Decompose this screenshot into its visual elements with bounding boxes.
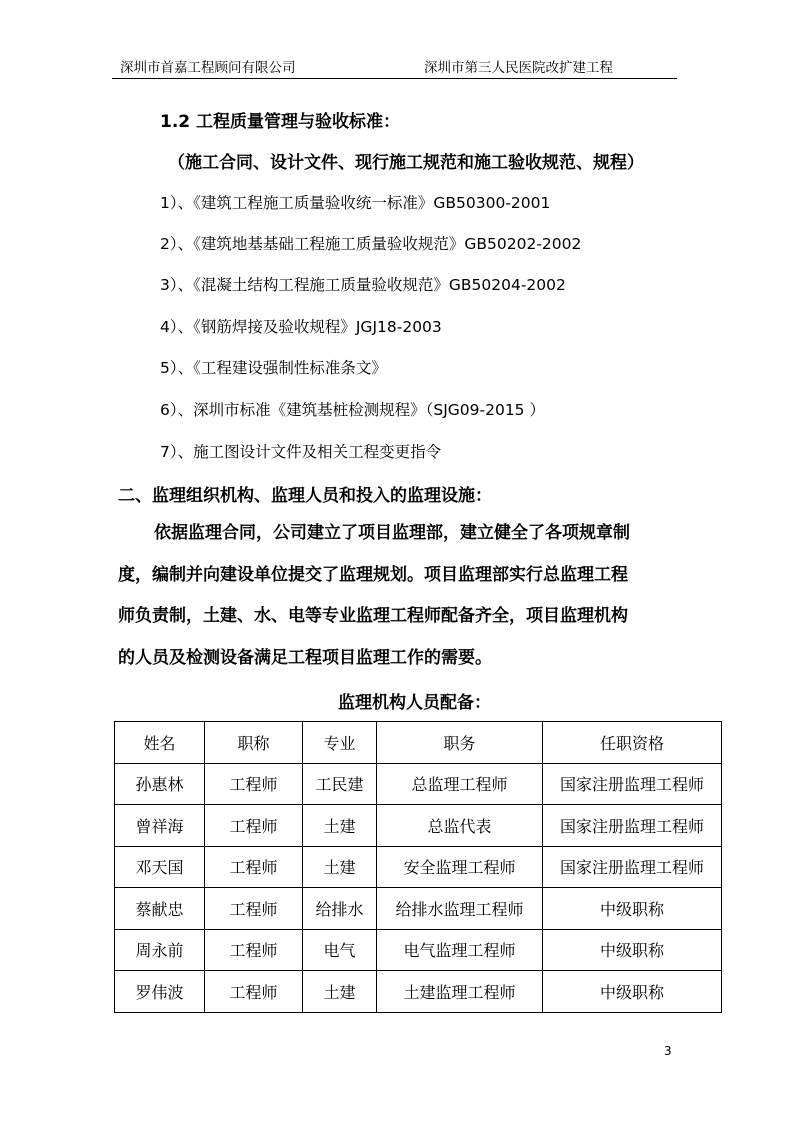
cell-position: 总监理工程师 <box>377 763 543 805</box>
standard-item: 3）、《混凝土结构工程施工质量验收规范》GB50204-2002 <box>160 276 566 294</box>
paragraph-line: 度，编制并向建设单位提交了监理规划。项目监理部实行总监理工程 <box>118 564 628 585</box>
cell-position: 安全监理工程师 <box>377 846 543 888</box>
cell-specialty: 土建 <box>303 846 377 888</box>
page-number: 3 <box>664 1044 672 1058</box>
cell-specialty: 工民建 <box>303 763 377 805</box>
cell-name: 罗伟波 <box>115 971 205 1013</box>
table-title: 监理机构人员配备： <box>338 693 491 713</box>
cell-title: 工程师 <box>205 929 303 971</box>
cell-qualification: 中级职称 <box>543 929 722 971</box>
cell-qualification: 国家注册监理工程师 <box>543 846 722 888</box>
staff-table <box>114 721 722 1013</box>
table-header-row <box>115 722 722 764</box>
table-row <box>115 846 722 888</box>
header-position: 职务 <box>377 722 543 764</box>
header-company: 深圳市首嘉工程顾问有限公司 <box>120 60 296 76</box>
standard-item: 4）、《钢筋焊接及验收规程》JGJ18-2003 <box>160 318 442 336</box>
cell-specialty: 土建 <box>303 971 377 1013</box>
cell-specialty: 土建 <box>303 805 377 847</box>
cell-name: 周永前 <box>115 929 205 971</box>
cell-title: 工程师 <box>205 971 303 1013</box>
cell-qualification: 国家注册监理工程师 <box>543 805 722 847</box>
header-title: 职称 <box>205 722 303 764</box>
cell-specialty: 电气 <box>303 929 377 971</box>
paragraph-line: 依据监理合同，公司建立了项目监理部，建立健全了各项规章制 <box>154 523 630 543</box>
section-1-2-subtitle: （施工合同、设计文件、现行施工规范和施工验收规范、规程） <box>168 153 644 173</box>
table-row <box>115 929 722 971</box>
cell-specialty: 给排水 <box>303 888 377 930</box>
section-2-paragraph <box>118 513 678 679</box>
cell-position: 总监代表 <box>377 805 543 847</box>
table-row <box>115 971 722 1013</box>
header-name: 姓名 <box>115 722 205 764</box>
cell-qualification: 国家注册监理工程师 <box>543 763 722 805</box>
cell-position: 电气监理工程师 <box>377 929 543 971</box>
standard-item: 2）、《建筑地基基础工程施工质量验收规范》GB50202-2002 <box>160 235 582 253</box>
cell-title: 工程师 <box>205 888 303 930</box>
section-1-2-title: 1.2 工程质量管理与验收标准： <box>160 112 401 132</box>
section-2-title: 二、监理组织机构、监理人员和投入的监理设施： <box>118 486 492 506</box>
cell-name: 蔡献忠 <box>115 888 205 930</box>
table-row <box>115 805 722 847</box>
paragraph-line: 师负责制，土建、水、电等专业监理工程师配备齐全，项目监理机构 <box>118 606 628 626</box>
cell-position: 给排水监理工程师 <box>377 888 543 930</box>
cell-title: 工程师 <box>205 805 303 847</box>
cell-name: 邓天国 <box>115 846 205 888</box>
standard-item: 1）、《建筑工程施工质量验收统一标准》GB50300-2001 <box>160 194 551 212</box>
standard-item: 7）、施工图设计文件及相关工程变更指令 <box>160 443 442 461</box>
cell-position: 土建监理工程师 <box>377 971 543 1013</box>
standard-item: 5）、《工程建设强制性标准条文》 <box>160 359 387 377</box>
standard-item: 6）、深圳市标准《建筑基桩检测规程》（SJG09-2015 ） <box>160 401 545 419</box>
header-specialty: 专业 <box>303 722 377 764</box>
header-qualification: 任职资格 <box>543 722 722 764</box>
cell-name: 曾祥海 <box>115 805 205 847</box>
table-row <box>115 763 722 805</box>
cell-qualification: 中级职称 <box>543 888 722 930</box>
header-project: 深圳市第三人民医院改扩建工程 <box>424 60 613 76</box>
page-header <box>112 56 677 79</box>
cell-qualification: 中级职称 <box>543 971 722 1013</box>
cell-title: 工程师 <box>205 846 303 888</box>
cell-name: 孙惠林 <box>115 763 205 805</box>
table-row <box>115 888 722 930</box>
cell-title: 工程师 <box>205 763 303 805</box>
paragraph-line: 的人员及检测设备满足工程项目监理工作的需要。 <box>118 647 492 668</box>
